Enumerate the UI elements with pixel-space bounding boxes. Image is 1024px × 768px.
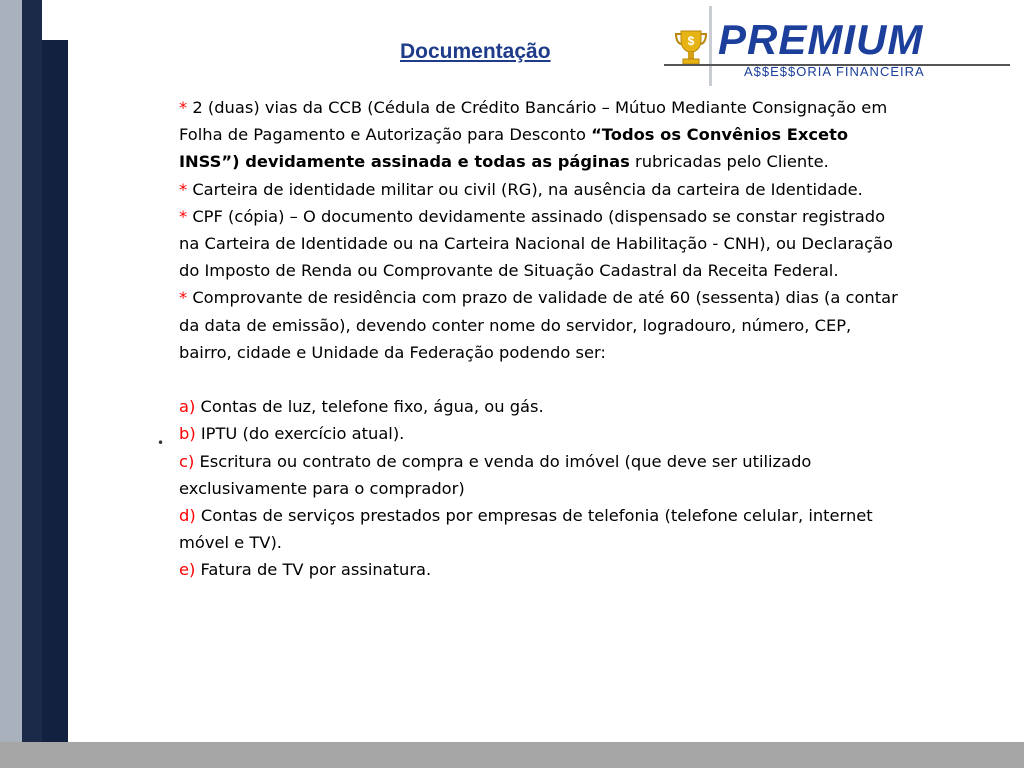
logo-divider <box>709 6 712 86</box>
requirement-item <box>179 284 909 366</box>
left-decor-bar-light <box>0 0 22 742</box>
list-spacer <box>179 366 909 393</box>
requirement-item <box>179 94 909 176</box>
option-marker: a) <box>179 397 196 417</box>
option-text: Fatura de TV por assinatura. <box>195 560 432 580</box>
option-marker: c) <box>179 451 195 471</box>
option-marker: e) <box>179 560 196 580</box>
option-item <box>179 420 909 447</box>
requirement-text-after: rubricadas pelo Cliente. <box>629 152 829 172</box>
option-item <box>179 556 909 583</box>
requirement-item <box>179 203 909 285</box>
requirement-bold-text: “Todos os Convênios Exceto INSS”) devidamente assinada e todas as páginas <box>179 125 849 172</box>
bullet-dot: • <box>157 436 165 450</box>
logo-wordmark: PREMIUM <box>718 16 924 63</box>
requirement-text: Comprovante de residência com prazo de validade de até 60 (sessenta) dias (a contar da data de emissão), devendo conter nome do servidor, logradouro, número, CEP, bairro, cidade e Unidade da Federação podendo ser: <box>179 288 898 362</box>
logo-subtitle: A$$E$$ORIA FINANCEIRA <box>744 64 925 79</box>
left-decor-bar-dark <box>22 0 42 742</box>
requirement-text: Carteira de identidade militar ou civil (RG), na ausência da carteira de Identidade. <box>187 179 863 199</box>
option-item <box>179 393 909 420</box>
option-marker: b) <box>179 424 196 444</box>
option-item <box>179 502 909 556</box>
requirement-marker: * <box>179 98 188 117</box>
requirement-item <box>179 176 909 203</box>
trophy-icon <box>674 28 708 68</box>
documents-list <box>179 94 909 584</box>
option-text: Contas de luz, telefone fixo, água, ou gás. <box>195 397 544 417</box>
page-title: Documentação <box>400 40 551 63</box>
option-item <box>179 448 909 502</box>
option-text: Contas de serviços prestados por empresas de telefonia (telefone celular, internet móvel e TV). <box>179 506 873 553</box>
requirement-marker: * <box>179 179 188 199</box>
requirement-text: 2 (duas) vias da CCB (Cédula de Crédito Bancário – Mútuo Mediante Consignação em Folha de Pagamento e Autorização para Desconto <box>179 98 888 145</box>
option-marker: d) <box>179 506 196 526</box>
footer-strip <box>0 742 1024 768</box>
option-text: Escritura ou contrato de compra e venda do imóvel (que deve ser utilizado exclusivamente para o comprador) <box>179 451 812 498</box>
requirement-text: CPF (cópia) – O documento devidamente assinado (dispensado se constar registrado na Carteira de Identidade ou na Carteira Nacional de Habilitação - CNH), ou Declaração do Imposto de Renda ou Comprovante de Situação Cadastral da Receita Federal. <box>179 206 893 281</box>
requirement-marker: * <box>179 206 188 226</box>
premium-logo <box>662 6 1012 90</box>
trophy-dollar-mark: $ <box>687 34 695 48</box>
requirement-marker: * <box>179 288 188 308</box>
left-decor-bar-navy <box>42 40 68 742</box>
option-text: IPTU (do exercício atual). <box>195 424 405 444</box>
